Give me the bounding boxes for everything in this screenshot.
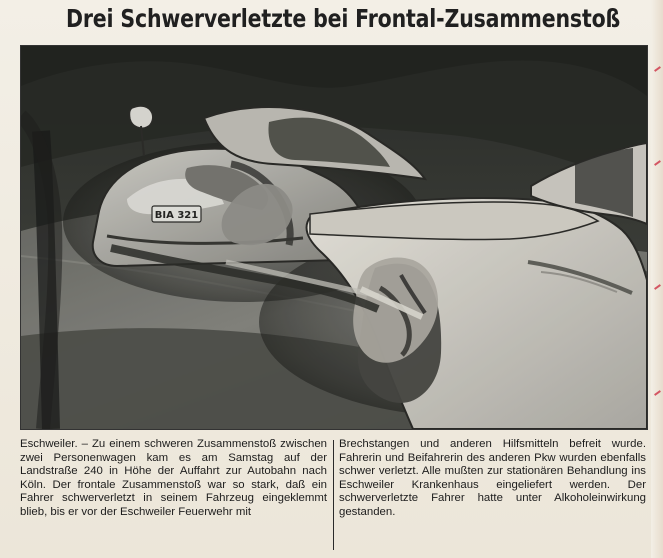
page-title: Drei Schwerverletzte bei Frontal-Zusammenstoß bbox=[66, 4, 621, 33]
red-margin-mark bbox=[654, 160, 661, 166]
torn-right-edge bbox=[651, 0, 663, 558]
article-column-left: Eschweiler. – Zu einem schweren Zusammenstoß zwischen zwei Personenwagen kam es am Samstag auf der Landstraße 240 in Höhe der Auffahrt zur Autobahn nach Köln. Der frontale Zusammenstoß war so stark, daß ein Fahrer schwerverletzt in seinem Fahrzeug eingeklemmt blieb, bis er vor der Eschweiler Feuerwehr mit bbox=[20, 438, 327, 518]
column-divider bbox=[333, 440, 334, 550]
accident-photo-svg bbox=[21, 46, 647, 429]
article-body bbox=[20, 438, 646, 554]
photo-grain-overlay bbox=[21, 46, 647, 429]
article-column-right: Brechstangen und anderen Hilfsmitteln befreit wurde. Fahrerin und Beifahrerin des anderen Pkw wurden ebenfalls schwer verletzt. Alle mußten zur stationären Behandlung ins Eschweiler Krankenhaus eingeliefert werden. Der schwerverletzte Fahrer hatte unter Alkoholeinwirkung gestanden. bbox=[339, 438, 646, 518]
red-margin-mark bbox=[654, 284, 661, 290]
accident-photo bbox=[20, 45, 648, 430]
red-margin-mark bbox=[654, 390, 661, 396]
red-margin-mark bbox=[654, 66, 661, 72]
license-plate-text: BIA 321 bbox=[154, 210, 199, 221]
